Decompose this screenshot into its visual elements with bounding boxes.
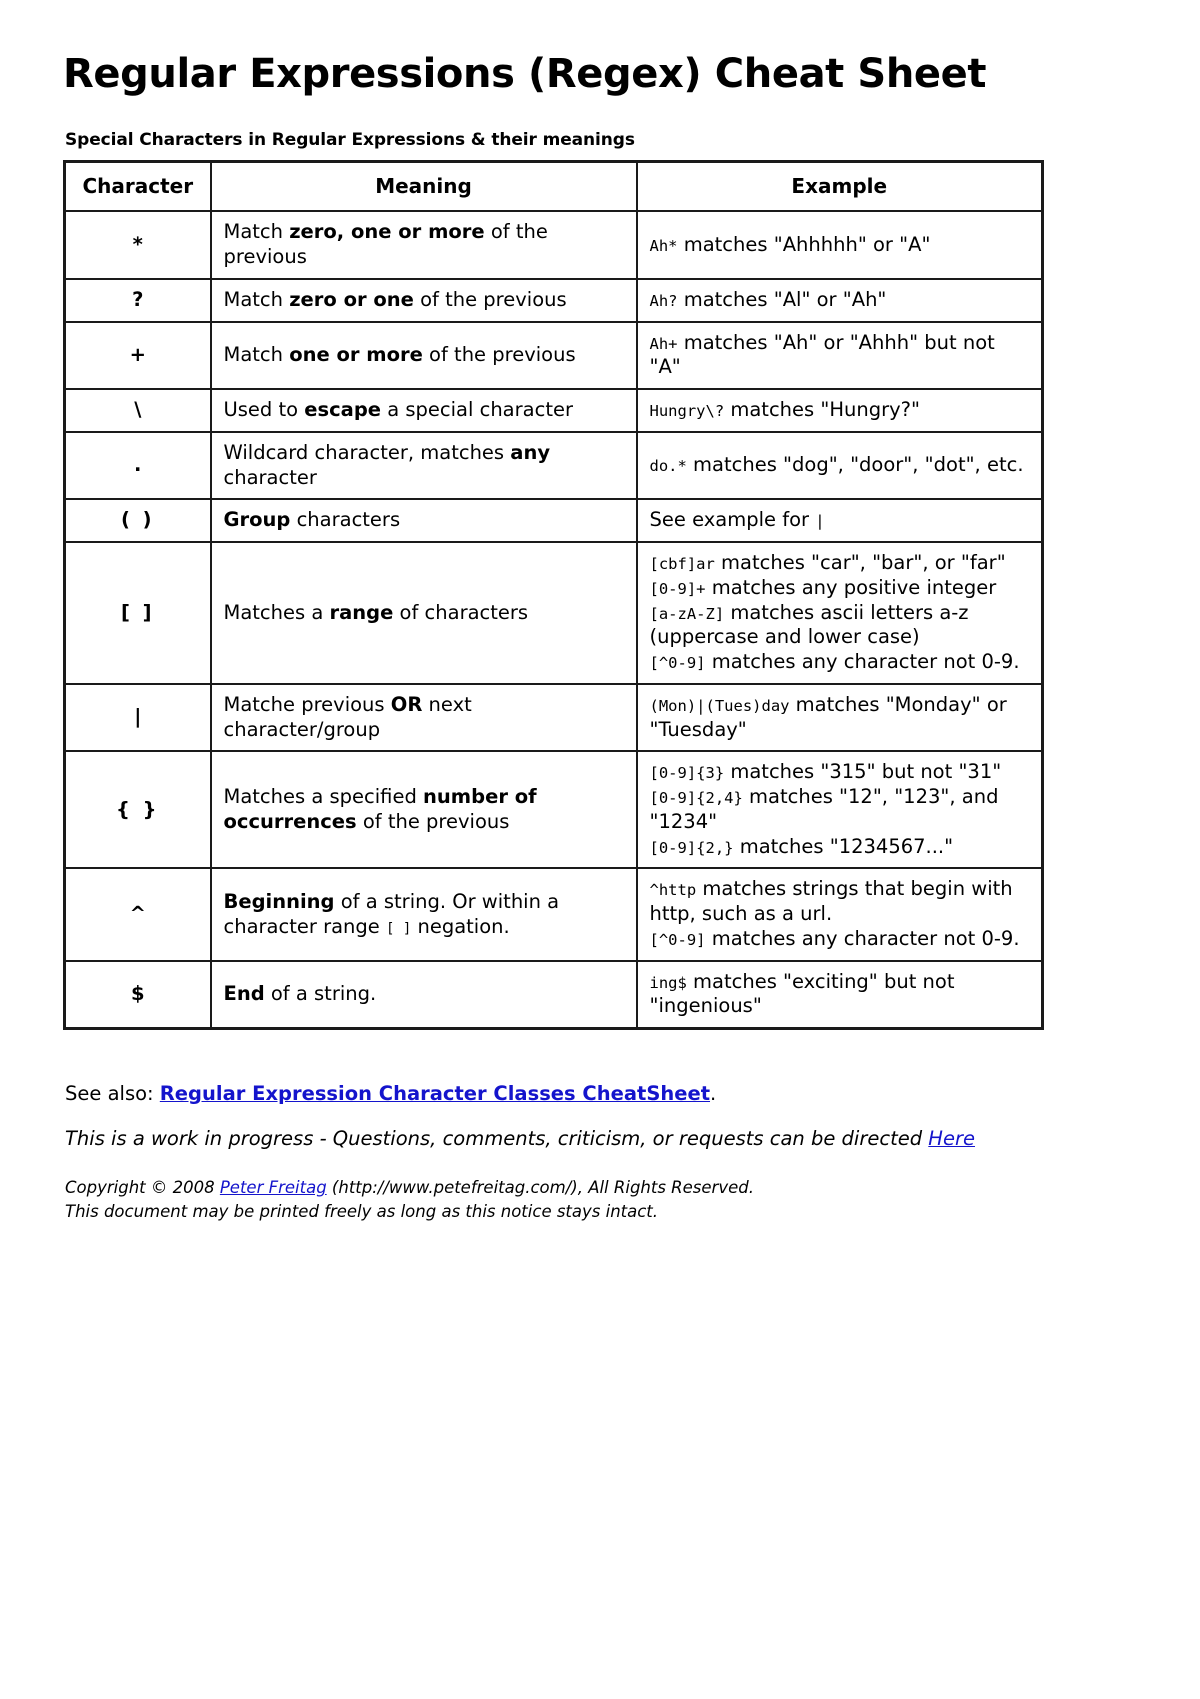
table-row [65,322,1043,390]
meaning-text: of the previous [422,343,576,367]
example-line [650,785,1030,835]
example-line [650,650,1030,675]
regex-special-characters-table [63,160,1044,1030]
meaning-emphasis: Beginning [223,889,335,913]
example-pattern: [0-9]{2,} [649,838,734,857]
example-description: matches "Hungry?" [724,398,920,422]
character-classes-cheatsheet-link[interactable]: Regular Expression Character Classes CheatSheet [159,1082,711,1106]
cell-character: ? [65,279,211,322]
example-pattern: [^0-9] [649,654,706,673]
cell-example [637,868,1043,960]
meaning-emphasis: number of occurrences [223,785,537,833]
meaning-inline-code: [ ] [385,920,412,937]
meaning-text: of a string. Or within a character range [223,889,560,938]
cell-example [637,389,1043,432]
see-also-label: See also: [65,1082,160,1106]
meaning-text: Match [223,220,290,244]
meaning-emphasis: OR [390,692,423,716]
example-description: matches "12", "123", and "1234" [649,785,999,833]
example-pattern: Ah* [649,236,678,255]
example-pattern: Ah+ [649,334,678,353]
cell-example [637,499,1043,542]
work-in-progress-text: This is a work in progress - Questions, comments, criticism, or requests can be directed [65,1127,929,1151]
example-line [650,835,1030,860]
example-pattern: do.* [649,457,687,476]
cell-character: | [65,684,211,752]
example-description: matches strings that begin with http, such as a url. [649,877,1013,926]
meaning-text: Matche previous [223,692,391,716]
meaning-text: Wildcard character, matches [223,440,511,464]
copyright-block [65,1176,1137,1223]
example-line [650,576,1030,601]
example-pattern: [a-zA-Z] [649,604,725,623]
table-row [65,432,1043,500]
meaning-text: of the previous [356,809,510,833]
contact-here-link[interactable]: Here [928,1127,975,1151]
cell-example [637,279,1043,322]
cell-meaning [211,279,637,322]
example-description: matches "Monday" or "Tuesday" [649,692,1007,741]
example-description: matches "Al" or "Ah" [677,287,887,311]
example-description: matches "Ah" or "Ahhh" but not "A" [649,330,995,379]
cell-character: ( ) [65,499,211,542]
example-description: matches "Ahhhhh" or "A" [677,232,931,256]
meaning-text: Match [223,287,290,311]
example-pattern: [cbf]ar [649,555,715,574]
example-line [650,233,1030,258]
example-description: matches "315" but not "31" [724,760,1002,784]
example-line [650,601,1030,651]
page-subtitle: Special Characters in Regular Expressions & their meanings [65,130,635,150]
cell-meaning [211,961,637,1029]
example-pattern: [^0-9] [649,930,706,949]
cell-example [637,751,1043,868]
example-pattern: Ah? [649,291,678,310]
example-pattern: [0-9]{3} [649,764,725,783]
meaning-text: next character/group [223,692,472,741]
cell-example [637,961,1043,1029]
example-description: matches "1234567..." [733,834,954,858]
example-pattern: ing$ [649,973,687,992]
meaning-text: characters [290,508,401,532]
cell-character: $ [65,961,211,1029]
cell-character: ^ [65,868,211,960]
page-title: Regular Expressions (Regex) Cheat Sheet [63,51,987,97]
example-pattern: | [815,512,825,531]
cell-meaning [211,542,637,684]
cell-example [637,542,1043,684]
example-line [650,877,1030,927]
meaning-emphasis: Group [223,508,291,532]
cell-example [637,432,1043,500]
meaning-emphasis: zero or one [289,287,414,311]
example-line [650,398,1030,423]
example-description: matches "dog", "door", "dot", etc. [686,453,1024,477]
example-line [650,927,1030,952]
meaning-text: of characters [393,600,529,624]
example-line [650,288,1030,313]
table-row [65,684,1043,752]
example-pattern: Hungry\? [649,402,725,421]
see-also-line [65,1082,1137,1105]
cell-character: * [65,211,211,279]
cell-meaning [211,322,637,390]
cell-character: [ ] [65,542,211,684]
meaning-text: a special character [381,398,573,422]
meaning-emphasis: range [329,600,394,624]
cell-example [637,322,1043,390]
copyright-suffix: (http://www.petefreitag.com/), All Rights Reserved. [326,1178,754,1198]
example-description: matches "car", "bar", or "far" [714,551,1006,575]
table-row [65,751,1043,868]
cell-character: \ [65,389,211,432]
meaning-emphasis: escape [304,398,382,422]
work-in-progress-line [65,1127,1137,1150]
meaning-text: of the previous [223,220,548,269]
table-row [65,389,1043,432]
example-description: matches any character not 0-9. [705,650,1020,674]
example-description: matches any positive integer [705,575,997,599]
cell-meaning [211,751,637,868]
example-line [650,551,1030,576]
example-description: matches "exciting" but not "ingenious" [649,969,955,1018]
meaning-text: Matches a [223,600,330,624]
example-description: See example for [649,508,816,532]
example-line [650,508,1030,533]
meaning-text: Matches a specified [223,785,424,809]
cell-character: { } [65,751,211,868]
example-pattern: ^http [649,881,697,900]
meaning-text: character [223,465,317,489]
cell-meaning [211,499,637,542]
table-row [65,868,1043,960]
meaning-emphasis: zero, one or more [289,220,485,244]
example-line [650,331,1030,381]
cell-meaning [211,868,637,960]
meaning-text: Match [223,343,290,367]
example-description: matches ascii letters a-z (uppercase and lower case) [649,600,969,649]
meaning-emphasis: End [223,982,265,1006]
example-line [650,693,1030,743]
cell-character: + [65,322,211,390]
cell-meaning [211,211,637,279]
example-line [650,760,1030,785]
table-row [65,499,1043,542]
cell-example [637,211,1043,279]
table-row [65,542,1043,684]
copyright-prefix: Copyright © 2008 [65,1178,220,1198]
copyright-line-2: This document may be printed freely as long as this notice stays intact. [65,1201,659,1221]
table-body [65,211,1043,1028]
example-pattern: [0-9]{2,4} [649,789,743,808]
example-description: matches any character not 0-9. [705,926,1020,950]
meaning-emphasis: one or more [289,343,423,367]
table-row [65,211,1043,279]
cell-character: . [65,432,211,500]
example-pattern: [0-9]+ [649,579,706,598]
meaning-text: of the previous [413,287,567,311]
author-link[interactable]: Peter Freitag [219,1178,327,1198]
meaning-emphasis: any [510,440,551,464]
see-also-period: . [710,1082,717,1106]
meaning-text: negation. [411,914,510,938]
column-header-meaning: Meaning [211,162,637,212]
meaning-text: Used to [223,398,305,422]
document-footer [63,1082,1137,1223]
example-line [650,453,1030,478]
cell-meaning [211,684,637,752]
example-line [650,970,1030,1020]
column-header-character: Character [65,162,211,212]
table-row [65,961,1043,1029]
cell-example [637,684,1043,752]
table-row [65,279,1043,322]
meaning-text: of a string. [264,982,377,1006]
table-header-row [65,162,1043,212]
column-header-example: Example [637,162,1043,212]
copyright-line-1 [65,1176,1137,1199]
cell-meaning [211,389,637,432]
cell-meaning [211,432,637,500]
example-pattern: (Mon)|(Tues)day [649,696,790,715]
